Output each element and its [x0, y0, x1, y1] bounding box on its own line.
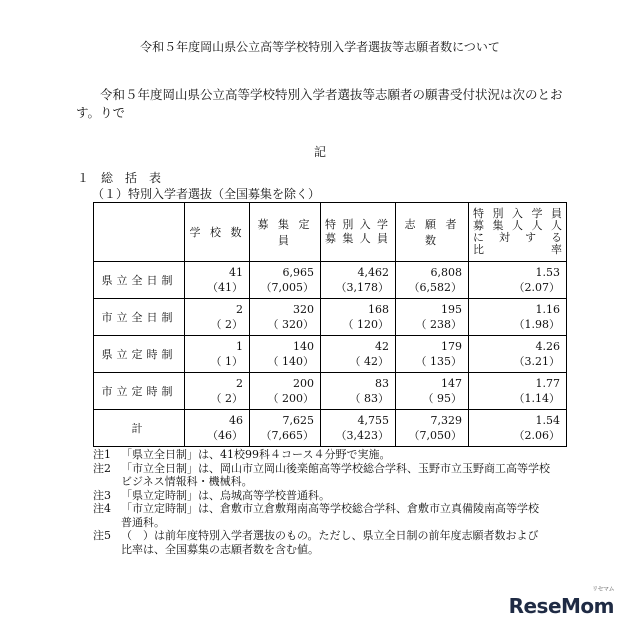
current-value: 4.26 [535, 340, 560, 353]
current-value: 42 [375, 340, 389, 353]
previous-year-value: （41） [207, 281, 243, 294]
previous-year-value: （1.14） [513, 392, 560, 405]
current-value: 1 [236, 340, 243, 353]
note-item [93, 529, 550, 556]
current-value: 6,965 [282, 266, 314, 279]
table-cell [396, 336, 469, 373]
row-label: 計 [94, 410, 185, 447]
corner-cell [94, 203, 185, 262]
previous-year-value: （ 135） [415, 355, 462, 368]
previous-year-value: （3.21） [513, 355, 560, 368]
current-value: 1.77 [535, 377, 560, 390]
table-cell [250, 299, 321, 336]
page-title: 令和５年度岡山県公立高等学校特別入学者選抜等志願者数について [140, 40, 500, 54]
table-cell [185, 373, 250, 410]
intro-line-1: 令和５年度岡山県公立高等学校特別入学者選抜等志願者の願書受付状況は次のとおりで [100, 87, 563, 120]
table-cell [321, 410, 396, 447]
table-cell [469, 336, 567, 373]
previous-year-value: （ 95） [422, 392, 462, 405]
table-cell [185, 336, 250, 373]
current-value: 147 [441, 377, 462, 390]
table-cell [469, 373, 567, 410]
col-header-ratio: 特 別 入 学 員 募 集 人 人 人 に 対 す る 比 率 [469, 203, 567, 262]
current-value: 46 [229, 414, 243, 427]
intro-paragraph [76, 86, 570, 122]
previous-year-value: （1.98） [513, 318, 560, 331]
previous-year-value: （3,423） [335, 429, 389, 442]
current-value: 4,755 [357, 414, 389, 427]
table-cell [321, 299, 396, 336]
table-cell [396, 262, 469, 299]
table-cell [185, 299, 250, 336]
note-text: 「県立定時制」は、烏城高等学校普通科。 [121, 488, 330, 502]
previous-year-value: （ 1） [210, 355, 243, 368]
note-key: 注1 [93, 448, 111, 461]
previous-year-value: （46） [207, 429, 243, 442]
table-cell [469, 262, 567, 299]
note-text: 「市立全日制」は、岡山市立岡山後楽館高等学校総合学科、玉野市立玉野商工高等学校 [121, 461, 550, 475]
previous-year-value: （ 83） [349, 392, 389, 405]
table-row [94, 373, 567, 410]
col-header-special-quota: 特 別 入 学 募 集 人 員 [321, 203, 396, 262]
table-cell [250, 410, 321, 447]
previous-year-value: （2.06） [513, 429, 560, 442]
previous-year-value: （ 238） [415, 318, 462, 331]
intro-line-2: す。 [76, 105, 101, 120]
table-cell [321, 373, 396, 410]
current-value: 4,462 [357, 266, 389, 279]
previous-year-value: （7,005） [260, 281, 314, 294]
current-value: 1.53 [535, 266, 560, 279]
current-value: 1.54 [535, 414, 560, 427]
note-text: （ ）は前年度特別入学者選抜のもの。ただし、県立全日制の前年度志願者数および [121, 529, 539, 542]
notes [93, 448, 550, 556]
col-header-applicants: 志 願 者 数 [396, 203, 469, 262]
note-key: 注2 [93, 461, 111, 475]
current-value: 140 [293, 340, 314, 353]
table-cell [396, 410, 469, 447]
table-row [94, 336, 567, 373]
table-cell [321, 336, 396, 373]
current-value: 41 [229, 266, 243, 279]
current-value: 7,329 [430, 414, 462, 427]
note-text: ビジネス情報科・機械科。 [121, 475, 253, 488]
note-item [93, 448, 550, 462]
note-text: 「県立全日制」は、41校99科４コース４分野で実施。 [121, 448, 391, 461]
table-cell [250, 336, 321, 373]
note-item [93, 462, 550, 489]
previous-year-value: （ 140） [267, 355, 314, 368]
note-item [93, 502, 550, 529]
table-header-row [94, 203, 567, 262]
current-value: 83 [375, 377, 389, 390]
previous-year-value: （ 2） [210, 318, 243, 331]
previous-year-value: （ 120） [342, 318, 389, 331]
note-key: 注4 [93, 502, 111, 515]
col-header-capacity: 募 集 定 員 [250, 203, 321, 262]
note-key: 注3 [93, 488, 111, 502]
current-value: 320 [293, 303, 314, 316]
previous-year-value: （3,178） [335, 281, 389, 294]
table-cell [321, 262, 396, 299]
resemom-logo: ReseMom リセマム [508, 586, 614, 618]
table-cell [396, 299, 469, 336]
current-value: 1.16 [535, 303, 560, 316]
note-text: 普通科。 [121, 515, 165, 529]
current-value: 200 [293, 377, 314, 390]
current-value: 6,808 [430, 266, 462, 279]
previous-year-value: （7,050） [408, 429, 462, 442]
previous-year-value: （ 320） [267, 318, 314, 331]
row-label: 県立定時制 [94, 336, 185, 373]
note-key: 注5 [93, 529, 111, 542]
note-item [93, 489, 550, 503]
row-label: 市立全日制 [94, 299, 185, 336]
current-value: 168 [368, 303, 389, 316]
row-label: 市立定時制 [94, 373, 185, 410]
previous-year-value: （ 42） [349, 355, 389, 368]
current-value: 195 [441, 303, 462, 316]
section-heading: １ 総 括 表 [77, 171, 162, 185]
note-text: 比率は、全国募集の志願者数を含む値。 [121, 542, 319, 556]
current-value: 2 [236, 377, 243, 390]
table-row [94, 299, 567, 336]
previous-year-value: （2.07） [513, 281, 560, 294]
table-row [94, 262, 567, 299]
row-label: 県立全日制 [94, 262, 185, 299]
previous-year-value: （6,582） [408, 281, 462, 294]
table-row [94, 410, 567, 447]
current-value: 2 [236, 303, 243, 316]
table-cell [250, 373, 321, 410]
previous-year-value: （ 2） [210, 392, 243, 405]
current-value: 179 [441, 340, 462, 353]
table-cell [250, 262, 321, 299]
summary-table [93, 202, 567, 447]
table-cell [185, 410, 250, 447]
subsection-heading: （１）特別入学者選抜（全国募集を除く） [92, 187, 321, 201]
table-cell [469, 410, 567, 447]
note-text: 「市立定時制」は、倉敷市立倉敷翔南高等学校総合学科、倉敷市立真備陵南高等学校 [121, 502, 539, 515]
ki-heading: 記 [313, 145, 326, 159]
col-header-schools: 学 校 数 [185, 203, 250, 262]
previous-year-value: （ 200） [267, 392, 314, 405]
table-cell [185, 262, 250, 299]
table-cell [396, 373, 469, 410]
table-cell [469, 299, 567, 336]
previous-year-value: （7,665） [260, 429, 314, 442]
current-value: 7,625 [282, 414, 314, 427]
